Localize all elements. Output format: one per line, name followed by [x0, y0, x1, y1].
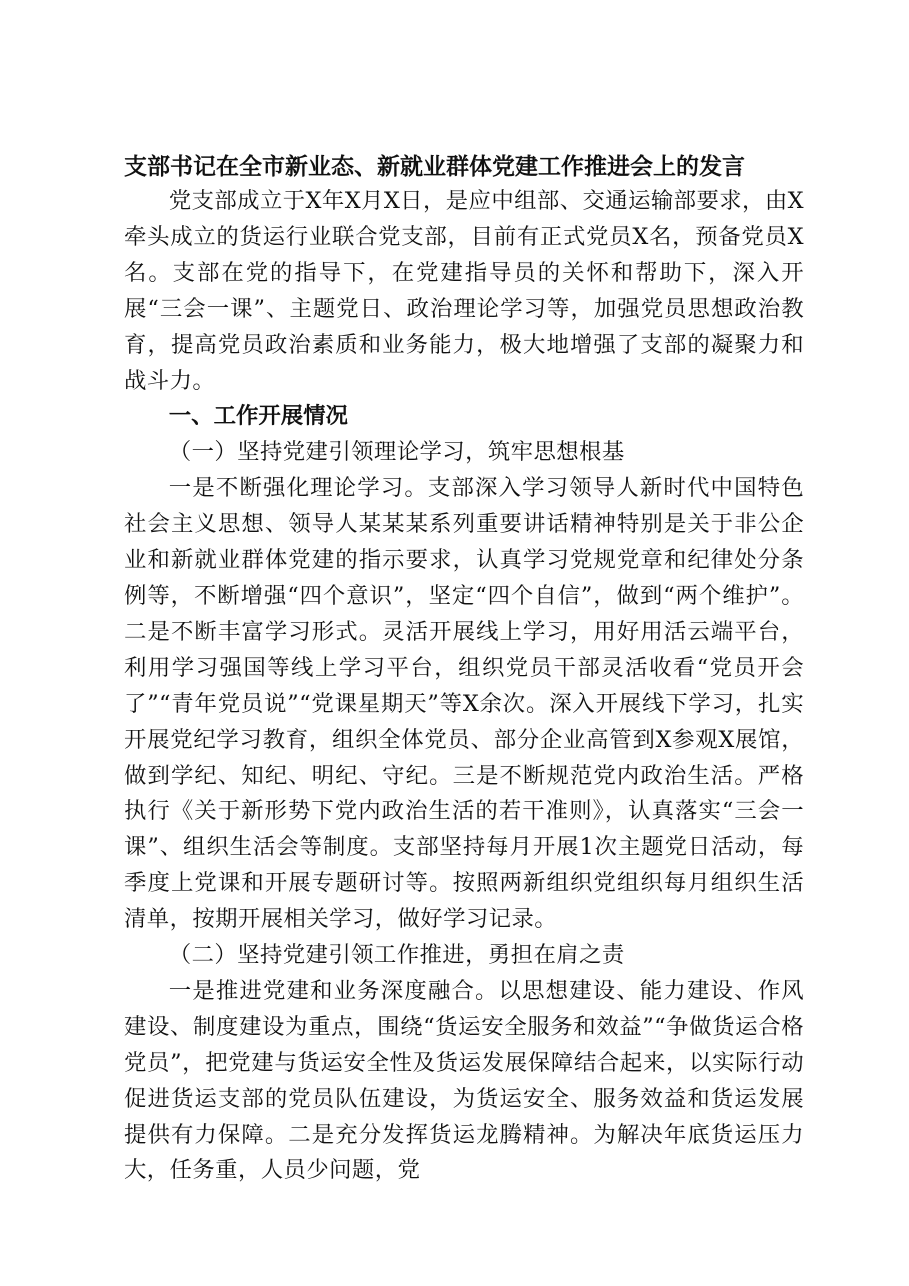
body-paragraph: 一是不断强化理论学习。支部深入学习领导人新时代中国特色社会主义思想、领导人某某某系列重要讲话精神特别是关于非公企业和新就业群体党建的指示要求，认真学习党规党章和纪律处分条例等，不断增强“四个意识”，坚定“四个自信”，做到“两个维护”。二是不断丰富学习形式。灵活开展线上学习，用好用活云端平台，利用学习强国等线上学习平台，组织党员干部灵活收看“党员开会了”“青年党员说”“党课星期天”等X余次。深入开展线下学习，扎实开展党纪学习教育，组织全体党员、部分企业高管到X参观X展馆，做到学纪、知纪、明纪、守纪。三是不断规范党内政治生活。严格执行《关于新形势下党内政治生活的若干准则》，认真落实“三会一课”、组织生活会等制度。支部坚持每月开展1次主题党日活动，每季度上党课和开展专题研讨等。按照两新组织党组织每月组织生活清单，按期开展相关学习，做好学习记录。: [124, 475, 804, 933]
intro-paragraph: 党支部成立于X年X月X日，是应中组部、交通运输部要求，由X牵头成立的货运行业联合党支部，目前有正式党员X名，预备党员X名。支部在党的指导下，在党建指导员的关怀和帮助下，深入开展“三会一课”、主题党日、政治理论学习等，加强党员思想政治教育，提高党员政治素质和业务能力，极大地增强了支部的凝聚力和战斗力。: [124, 188, 804, 394]
subsection-heading: （二）坚持党建引领工作推进，勇担在肩之责: [168, 942, 625, 969]
section-heading: 一、工作开展情况: [168, 403, 348, 430]
document-content: [124, 150, 804, 1189]
document-title: 支部书记在全市新业态、新就业群体党建工作推进会上的发言: [124, 153, 745, 180]
body-paragraph: 一是推进党建和业务深度融合。以思想建设、能力建设、作风建设、制度建设为重点，围绕“货运安全服务和效益”“争做货运合格党员”，把党建与货运安全性及货运发展保障结合起来，以实际行动促进货运支部的党员队伍建设，为货运安全、服务效益和货运发展提供有力保障。二是充分发挥货运龙腾精神。为解决年底货运压力大，任务重，人员少问题，党: [124, 977, 804, 1184]
subsection-heading: （一）坚持党建引领理论学习，筑牢思想根基: [168, 439, 625, 466]
